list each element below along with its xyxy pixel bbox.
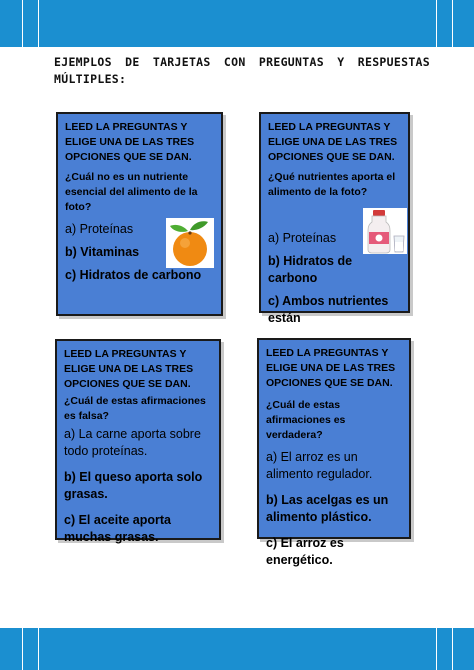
option-b: b) Hidratos de carbono bbox=[268, 254, 353, 285]
option-c: c) El aceite aporta muchas grasas. bbox=[64, 513, 171, 544]
top-decorative-band bbox=[0, 0, 474, 47]
orange-icon bbox=[166, 218, 214, 268]
option-c: c) El arroz es energético. bbox=[266, 536, 344, 567]
option-b: b) Vitaminas bbox=[65, 245, 140, 259]
question-card-2 bbox=[259, 112, 410, 325]
milk-bottle-icon bbox=[363, 208, 407, 254]
card-question: ¿Cuál de estas afirmaciones es falsa? bbox=[64, 395, 206, 422]
question-card-3 bbox=[55, 339, 221, 544]
option-a: a) El arroz es un alimento regulador. bbox=[266, 450, 373, 481]
card-instructions: LEED LA PREGUNTAS Y ELIGE UNA DE LAS TRES OPCIONES QUE SE DAN. bbox=[266, 347, 396, 389]
card-instructions: LEED LA PREGUNTAS Y ELIGE UNA DE LAS TRES OPCIONES QUE SE DAN. bbox=[64, 348, 194, 390]
card-instructions: LEED LA PREGUNTAS Y ELIGE UNA DE LAS TRES OPCIONES QUE SE DAN. bbox=[268, 121, 398, 163]
question-card-4 bbox=[257, 338, 411, 567]
card-question: ¿Cuál de estas afirmaciones es verdadera? bbox=[266, 399, 346, 441]
question-card-1 bbox=[56, 112, 223, 316]
option-a: a) Proteínas bbox=[65, 222, 134, 236]
card-instructions: LEED LA PREGUNTAS Y ELIGE UNA DE LAS TRES OPCIONES QUE SE DAN. bbox=[65, 121, 195, 163]
option-a: a) Proteínas bbox=[268, 231, 337, 245]
option-b: b) El queso aporta solo grasas. bbox=[64, 470, 203, 501]
option-c: c) Hidratos de carbono bbox=[65, 268, 202, 282]
bottom-decorative-band bbox=[0, 628, 474, 670]
option-b: b) Las acelgas es un alimento plástico. bbox=[266, 493, 389, 524]
option-a: a) La carne aporta sobre todo proteínas. bbox=[64, 427, 201, 458]
page-heading: EJEMPLOS DE TARJETAS CON PREGUNTAS Y RESPUESTAS MÚLTIPLES: bbox=[54, 55, 430, 86]
option-c: c) Ambos nutrientes están bbox=[268, 294, 389, 325]
card-question: ¿Qué nutrientes aporta el alimento de la foto? bbox=[268, 171, 396, 198]
card-question: ¿Cuál no es un nutriente esencial del alimento de la foto? bbox=[65, 171, 198, 213]
